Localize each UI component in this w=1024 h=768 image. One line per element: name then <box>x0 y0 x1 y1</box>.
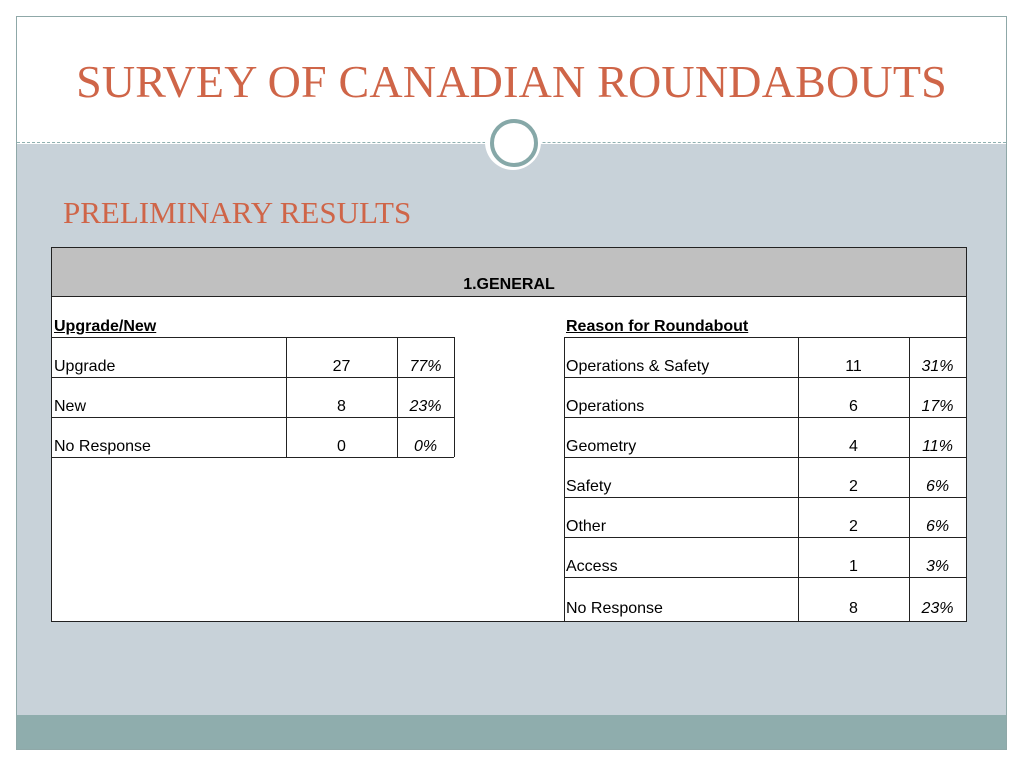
right-row-count: 2 <box>849 518 858 535</box>
grid-line <box>564 577 966 578</box>
slide <box>16 16 1007 750</box>
grid-line <box>564 417 966 418</box>
right-row-name: Safety <box>566 478 612 495</box>
left-row-name: No Response <box>54 438 151 455</box>
left-row-count: 0 <box>337 438 346 455</box>
divider-circle-icon <box>490 119 538 167</box>
grid-line <box>52 337 454 338</box>
grid-line <box>564 497 966 498</box>
left-row-pct: 0% <box>413 438 438 455</box>
left-row-count: 8 <box>337 398 346 415</box>
grid-line <box>564 337 565 622</box>
left-row-name: Upgrade <box>54 358 116 375</box>
right-row-count: 1 <box>849 558 858 575</box>
slide-subtitle: PRELIMINARY RESULTS <box>63 195 412 230</box>
right-row-pct: 23% <box>921 600 954 617</box>
left-row-count: 27 <box>332 358 351 375</box>
right-row-pct: 6% <box>925 478 950 495</box>
grid-line <box>454 337 455 457</box>
results-table <box>51 247 967 622</box>
right-row-count: 2 <box>849 478 858 495</box>
right-row-pct: 3% <box>925 558 950 575</box>
footer-bar <box>17 715 1006 749</box>
slide-title: SURVEY OF CANADIAN ROUNDABOUTS <box>76 56 947 107</box>
left-row-pct: 23% <box>409 398 442 415</box>
grid-line <box>564 537 966 538</box>
right-row-name: Geometry <box>566 438 637 455</box>
grid-line <box>564 377 966 378</box>
right-row-name: Operations <box>566 398 645 415</box>
right-section-label: Reason for Roundabout <box>566 318 749 335</box>
table-header-label: 1.GENERAL <box>463 276 555 293</box>
right-row-pct: 17% <box>921 398 954 415</box>
table-header <box>52 248 966 297</box>
right-row-count: 11 <box>845 358 862 375</box>
right-row-pct: 31% <box>921 358 954 375</box>
right-row-name: No Response <box>566 600 663 617</box>
right-row-pct: 6% <box>925 518 950 535</box>
right-row-count: 6 <box>849 398 858 415</box>
grid-line <box>52 417 454 418</box>
grid-line <box>564 457 966 458</box>
left-section-label: Upgrade/New <box>54 318 157 335</box>
right-row-name: Operations & Safety <box>566 358 710 375</box>
right-row-pct: 11% <box>922 438 953 455</box>
right-row-name: Access <box>566 558 618 575</box>
grid-line <box>52 377 454 378</box>
right-row-count: 4 <box>849 438 858 455</box>
left-row-name: New <box>54 398 87 415</box>
left-row-pct: 77% <box>409 358 442 375</box>
grid-line <box>52 457 454 458</box>
grid-line <box>564 337 966 338</box>
right-row-count: 8 <box>849 600 858 617</box>
right-row-name: Other <box>566 518 607 535</box>
